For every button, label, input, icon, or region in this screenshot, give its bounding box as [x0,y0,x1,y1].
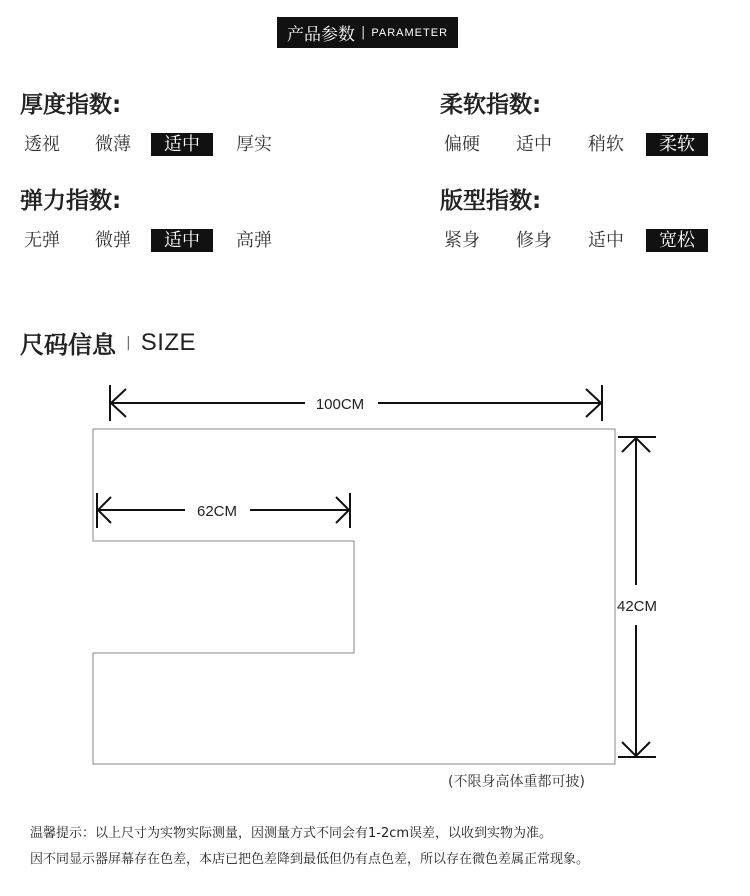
size-section-title [20,325,196,360]
thickness-option: 透视 [24,134,60,155]
elasticity-option: 微弹 [95,230,131,251]
softness-title: 柔软指数: [440,92,542,118]
elasticity-option-selected: 适中 [151,229,213,252]
softness-option-selected: 柔软 [646,133,708,156]
thickness-option: 微薄 [95,134,131,155]
size-title-en: SIZE [140,328,197,356]
parameter-header-badge [277,17,458,48]
softness-option: 稍软 [588,134,624,155]
elasticity-title: 弹力指数: [20,188,122,214]
height-dimension-arrow [618,437,656,757]
fit-option: 适中 [588,230,624,251]
softness-option: 适中 [516,134,552,155]
header-title-cn: 产品参数 [286,25,355,45]
elasticity-options [20,229,276,252]
size-title-cn: 尺码信息 [20,331,116,359]
fit-title: 版型指数: [440,188,542,214]
size-diagram [0,375,750,775]
softness-options [440,133,708,156]
tip-line-2: 因不同显示器屏幕存在色差，本店已把色差降到最低但仍有点色差，所以存在微色差属正常现象。 [30,852,590,867]
width-label: 100CM [315,396,365,413]
size-note: (不限身高体重都可披) [448,774,585,790]
thickness-title: 厚度指数: [20,92,122,118]
thickness-option: 厚实 [236,134,272,155]
fit-option: 紧身 [444,230,480,251]
elasticity-option: 高弹 [236,230,272,251]
height-label: 42CM [616,598,658,615]
fit-option: 修身 [516,230,552,251]
tip-line-1: 温馨提示：以上尺寸为实物实际测量，因测量方式不同会有1-2cm误差，以收到实物为准。 [30,826,553,841]
size-title-separator: | [126,334,131,351]
fit-options [440,229,708,252]
thickness-option-selected: 适中 [151,133,213,156]
fit-option-selected: 宽松 [646,229,708,252]
inner-label: 62CM [196,503,238,520]
softness-option: 偏硬 [444,134,480,155]
product-outline [93,429,615,764]
elasticity-option: 无弹 [24,230,60,251]
header-separator: | [360,25,366,40]
header-title-en: PARAMETER [371,26,449,39]
thickness-options [20,133,276,156]
